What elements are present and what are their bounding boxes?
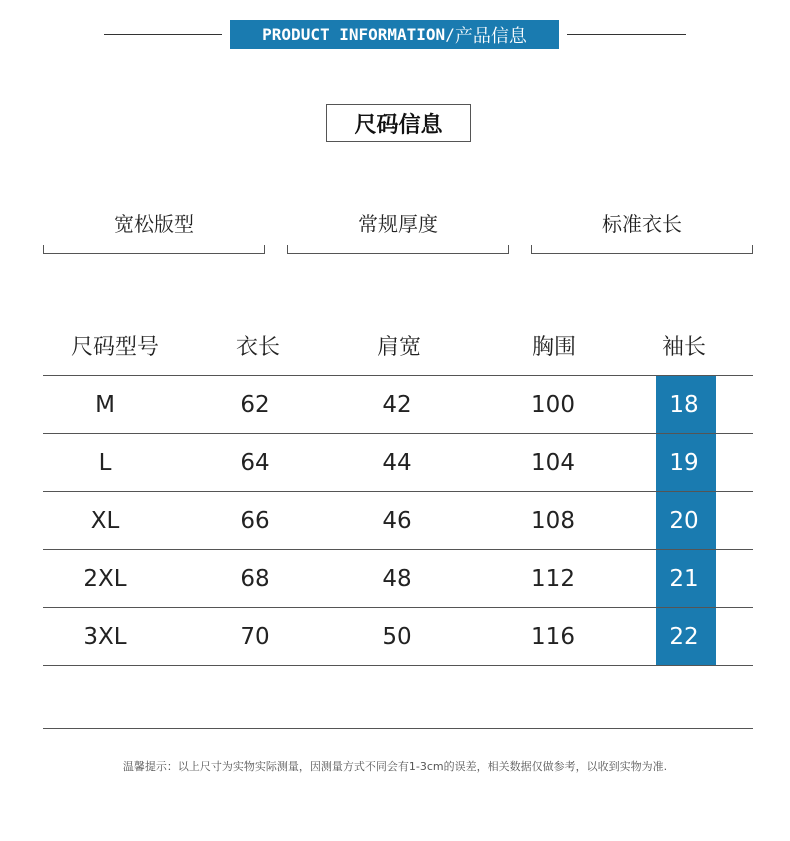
header-title-en: PRODUCT INFORMATION bbox=[262, 25, 446, 44]
cell-size: M bbox=[95, 392, 115, 418]
size-table bbox=[43, 318, 753, 666]
bottom-divider bbox=[43, 728, 753, 729]
cell-size: XL bbox=[90, 508, 120, 534]
cell-shoulder: 44 bbox=[382, 450, 412, 476]
header-banner bbox=[230, 20, 559, 49]
feature-fit bbox=[43, 200, 265, 254]
cell-size: L bbox=[98, 450, 112, 476]
feature-bracket bbox=[531, 245, 753, 254]
cell-chest: 100 bbox=[531, 392, 575, 418]
cell-sleeve: 20 bbox=[669, 508, 699, 534]
header-size: 尺码型号 bbox=[70, 335, 160, 360]
header-sleeve: 袖长 bbox=[661, 335, 707, 360]
cell-sleeve: 18 bbox=[669, 392, 699, 418]
feature-length bbox=[531, 200, 753, 254]
feature-thickness bbox=[287, 200, 509, 254]
table-row bbox=[43, 376, 753, 434]
footnote: 温馨提示：以上尺寸为实物实际测量，因测量方式不同会有1-3cm的误差，相关数据仅做参考，以收到实物为准. bbox=[122, 760, 668, 773]
header-separator: / bbox=[445, 25, 455, 44]
header-title-cn: 产品信息 bbox=[454, 25, 527, 47]
header-right-line bbox=[567, 34, 686, 35]
table-row bbox=[43, 434, 753, 492]
cell-chest: 108 bbox=[531, 508, 575, 534]
cell-sleeve: 19 bbox=[669, 450, 699, 476]
section-title: 尺码信息 bbox=[326, 104, 471, 142]
table-row bbox=[43, 608, 753, 666]
header-shoulder: 肩宽 bbox=[376, 335, 422, 360]
cell-chest: 104 bbox=[531, 450, 575, 476]
cell-length: 70 bbox=[240, 624, 270, 650]
cell-length: 66 bbox=[240, 508, 270, 534]
cell-size: 2XL bbox=[83, 566, 127, 592]
cell-shoulder: 42 bbox=[382, 392, 412, 418]
cell-shoulder: 46 bbox=[382, 508, 412, 534]
header-left-line bbox=[104, 34, 222, 35]
table-row bbox=[43, 492, 753, 550]
cell-length: 68 bbox=[240, 566, 270, 592]
cell-shoulder: 48 bbox=[382, 566, 412, 592]
cell-sleeve: 21 bbox=[669, 566, 699, 592]
feature-label: 宽松版型 bbox=[114, 212, 194, 236]
feature-label: 常规厚度 bbox=[358, 212, 438, 236]
cell-chest: 116 bbox=[531, 624, 575, 650]
header-chest: 胸围 bbox=[531, 335, 577, 360]
cell-shoulder: 50 bbox=[382, 624, 412, 650]
cell-sleeve: 22 bbox=[669, 624, 699, 650]
feature-bracket bbox=[287, 245, 509, 254]
header-length: 衣长 bbox=[235, 335, 281, 360]
feature-bracket bbox=[43, 245, 265, 254]
cell-size: 3XL bbox=[83, 624, 127, 650]
cell-length: 62 bbox=[240, 392, 270, 418]
feature-label: 标准衣长 bbox=[602, 212, 682, 236]
table-header bbox=[43, 318, 753, 376]
cell-chest: 112 bbox=[531, 566, 575, 592]
cell-length: 64 bbox=[240, 450, 270, 476]
table-row bbox=[43, 550, 753, 608]
